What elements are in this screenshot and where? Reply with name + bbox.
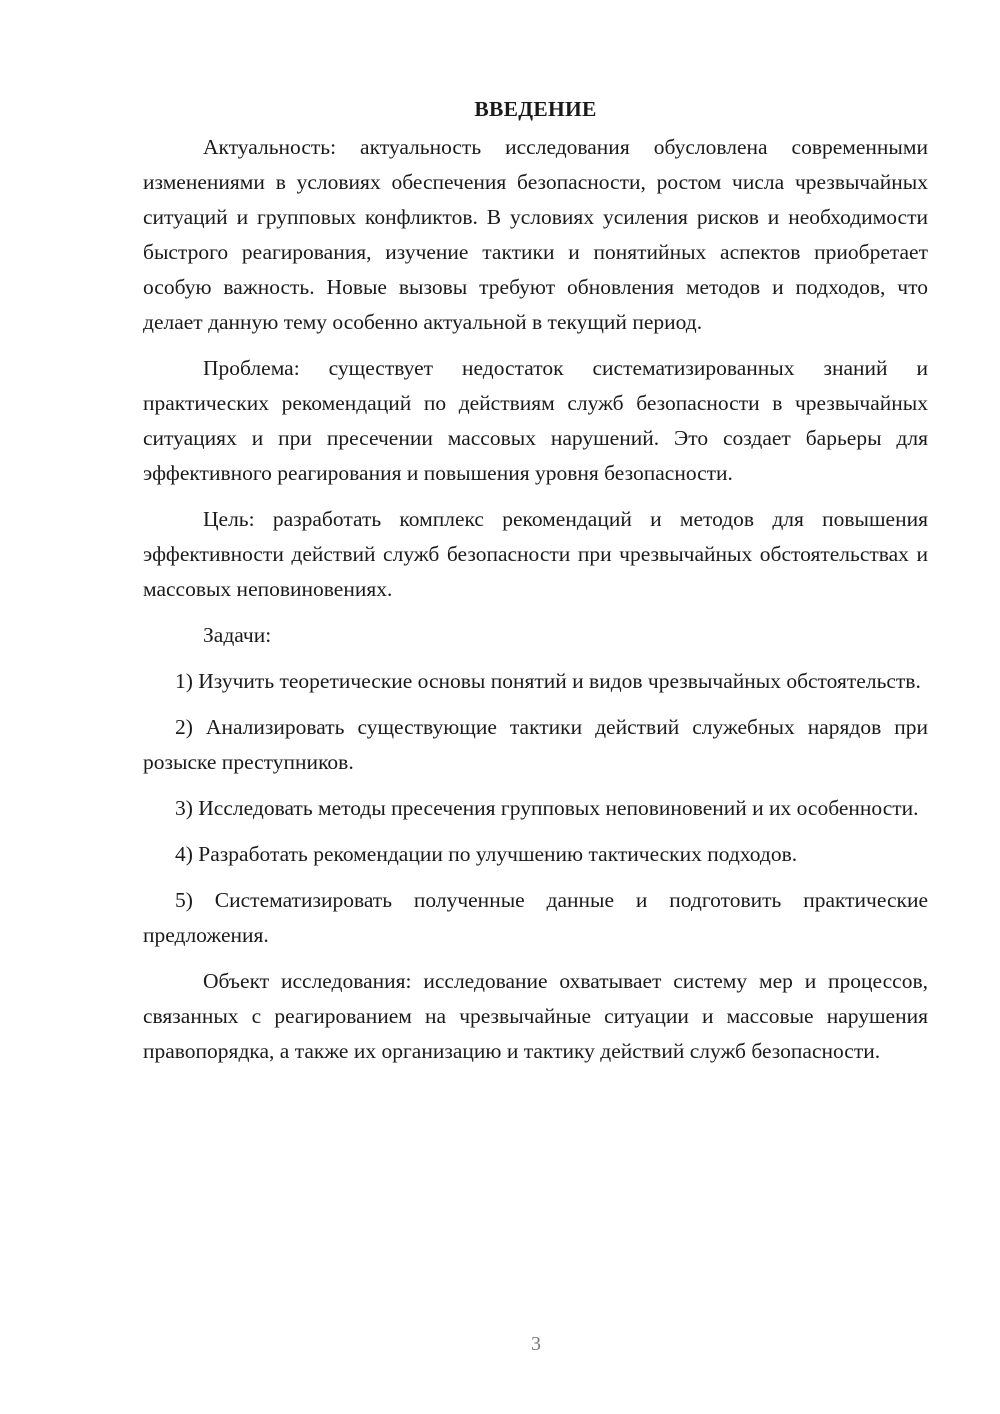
tasks-label: Задачи:: [203, 623, 272, 647]
task-item: 1) Изучить теоретические основы понятий и видов чрезвычайных обстоятельств.: [175, 669, 921, 693]
goal-paragraph: Цель: разработать комплекс рекомендаций и методов для повышения эффективности действий служб безопасности при чрезвычайных обстоятельствах и массовых неповиновениях.: [143, 507, 928, 601]
task-item: 5) Систематизировать полученные данные и подготовить практические предложения.: [143, 888, 928, 947]
relevance-paragraph: Актуальность: актуальность исследования обусловлена современными изменениями в условиях обеспечения безопасности, ростом числа чрезвычайных ситуаций и групповых конфликтов. В условиях усиления рисков и необходимости быстрого реагирования, изучение тактики и понятийных аспектов приобретает особую важность. Новые вызовы требуют обновления методов и подходов, что делает данную тему особенно актуальной в текущий период.: [143, 135, 928, 334]
task-item: 3) Исследовать методы пресечения групповых неповиновений и их особенности.: [175, 796, 919, 820]
tasks-list: [143, 664, 928, 953]
document-page: [143, 92, 928, 1080]
task-item: 2) Анализировать существующие тактики действий служебных нарядов при розыске преступников.: [143, 715, 928, 774]
object-paragraph: Объект исследования: исследование охватывает систему мер и процессов, связанных с реагированием на чрезвычайные ситуации и массовые нарушения правопорядка, а также их организацию и тактику действий служб безопасности.: [143, 969, 928, 1063]
task-item: 4) Разработать рекомендации по улучшению тактических подходов.: [175, 842, 798, 866]
page-number: 3: [531, 1333, 541, 1355]
page-title: ВВЕДЕНИЕ: [474, 97, 597, 121]
problem-paragraph: Проблема: существует недостаток систематизированных знаний и практических рекомендаций по действиям служб безопасности в чрезвычайных ситуациях и при пресечении массовых нарушений. Это создает барьеры для эффективного реагирования и повышения уровня безопасности.: [143, 356, 928, 485]
